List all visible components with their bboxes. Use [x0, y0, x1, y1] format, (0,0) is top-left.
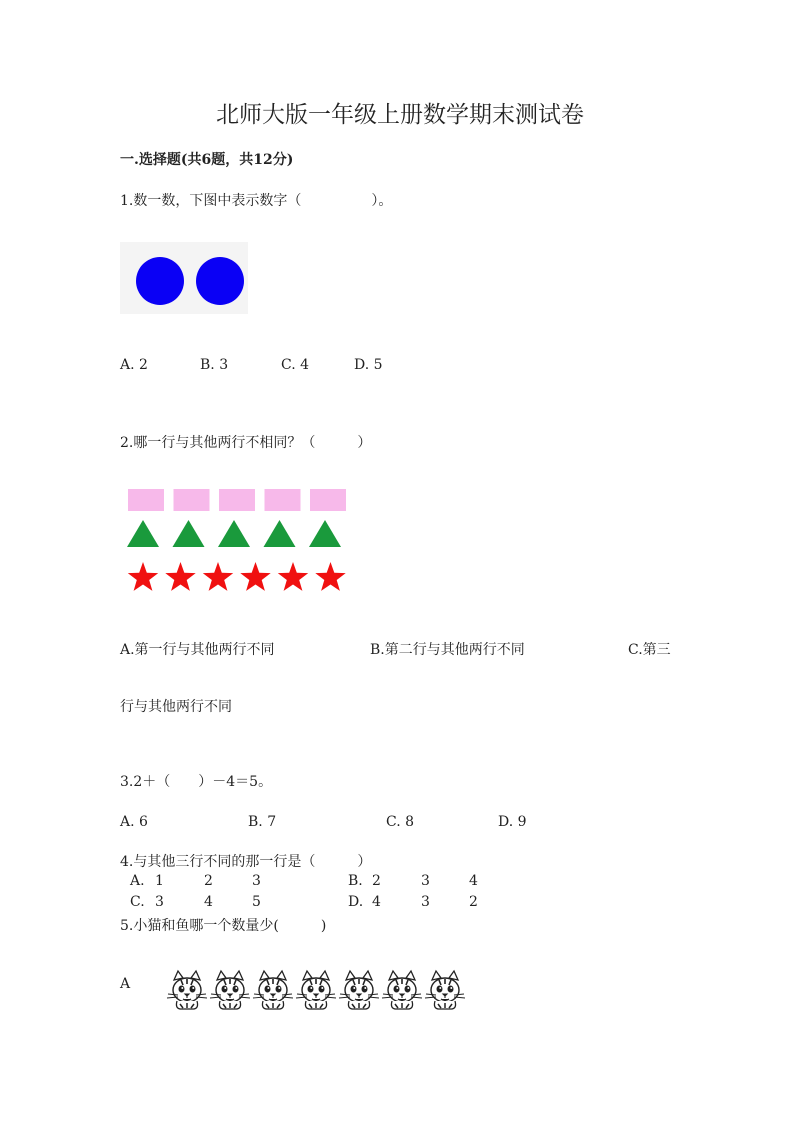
- cat-icon: [382, 971, 422, 1009]
- q2-option-c[interactable]: C.第三: [628, 642, 671, 658]
- green-triangle: [309, 520, 341, 547]
- question-3-text: 3.2＋（ ）－4＝5。: [120, 774, 273, 790]
- q4-option-b-value: 2: [372, 873, 381, 889]
- red-star: [278, 562, 308, 591]
- q4-option-b-letter[interactable]: B.: [348, 873, 363, 889]
- red-star: [240, 562, 270, 591]
- q1-option-b[interactable]: B. 3: [200, 357, 229, 373]
- q1-option-a[interactable]: A. 2: [120, 357, 148, 373]
- green-triangle: [127, 520, 159, 547]
- cat-icon: [425, 971, 465, 1009]
- q4-option-a-value: 3: [252, 873, 261, 889]
- cat-icon: [167, 971, 207, 1009]
- q4-option-b-value: 4: [469, 873, 478, 889]
- q4-option-a-letter[interactable]: A.: [130, 873, 145, 889]
- pink-rectangle: [174, 489, 210, 511]
- cat-group: [167, 971, 465, 1009]
- q3-option-a[interactable]: A. 6: [120, 814, 148, 830]
- cat-icon: [253, 971, 293, 1009]
- q4-option-a-value: 1: [155, 873, 164, 889]
- question-2-figure: [122, 484, 352, 596]
- q5-option-a-label[interactable]: A: [120, 976, 131, 992]
- q4-option-d-letter[interactable]: D.: [348, 894, 364, 910]
- q4-option-d-value: 3: [421, 894, 430, 910]
- question-5-text: 5.小猫和鱼哪一个数量少( ): [120, 918, 327, 934]
- pink-rectangle: [219, 489, 255, 511]
- q1-option-d[interactable]: D. 5: [354, 357, 383, 373]
- q4-option-c-value: 3: [155, 894, 164, 910]
- red-star: [165, 562, 195, 591]
- q4-option-c-letter[interactable]: C.: [130, 894, 145, 910]
- red-star: [203, 562, 233, 591]
- q3-option-b[interactable]: B. 7: [248, 814, 277, 830]
- green-triangle: [264, 520, 296, 547]
- question-1-text: 1.数一数，下图中表示数字（ ）。: [120, 193, 393, 209]
- cat-icon: [210, 971, 250, 1009]
- blue-circle: [136, 257, 184, 305]
- red-star: [315, 562, 345, 591]
- cat-icon: [339, 971, 379, 1009]
- triangle-row: [127, 520, 341, 547]
- section-heading: 一.选择题(共6题，共12分): [120, 152, 294, 168]
- q2-option-b[interactable]: B.第二行与其他两行不同: [370, 642, 525, 658]
- q4-option-c-value: 5: [252, 894, 261, 910]
- page-title: 北师大版一年级上册数学期末测试卷: [216, 102, 584, 128]
- q4-option-c-value: 4: [204, 894, 213, 910]
- q2-option-c-continued: 行与其他两行不同: [120, 699, 232, 715]
- q4-option-d-value: 4: [372, 894, 381, 910]
- blue-circle: [196, 257, 244, 305]
- pink-rectangle: [265, 489, 301, 511]
- pink-rectangle: [128, 489, 164, 511]
- q1-option-c[interactable]: C. 4: [281, 357, 310, 373]
- question-2-text: 2.哪一行与其他两行不相同？（ ）: [120, 435, 372, 451]
- cat-icon: [296, 971, 336, 1009]
- rectangle-row: [128, 489, 346, 511]
- q3-option-d[interactable]: D. 9: [498, 814, 527, 830]
- green-triangle: [218, 520, 250, 547]
- pink-rectangle: [310, 489, 346, 511]
- q4-option-b-value: 3: [421, 873, 430, 889]
- q2-option-a[interactable]: A.第一行与其他两行不同: [120, 642, 275, 658]
- green-triangle: [173, 520, 205, 547]
- question-1-figure: [120, 242, 248, 314]
- q4-option-a-value: 2: [204, 873, 213, 889]
- q3-option-c[interactable]: C. 8: [386, 814, 415, 830]
- red-star: [128, 562, 158, 591]
- cat-row-figure: [162, 968, 472, 1012]
- star-row: [128, 562, 346, 591]
- question-4-text: 4.与其他三行不同的那一行是（ ）: [120, 854, 372, 870]
- q4-option-d-value: 2: [469, 894, 478, 910]
